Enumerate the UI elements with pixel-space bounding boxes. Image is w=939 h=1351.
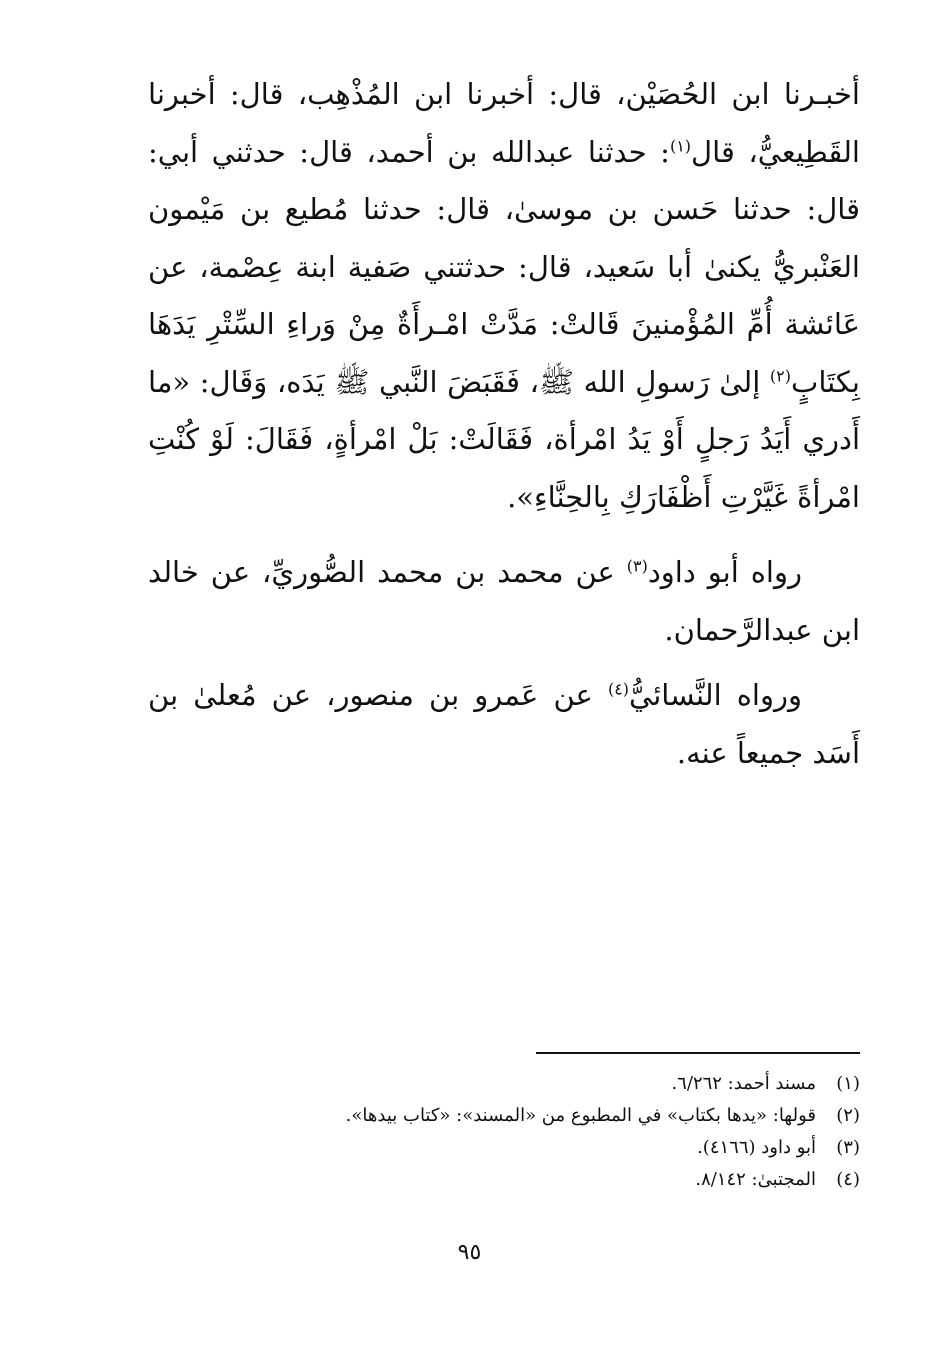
footnote-ref-2: (٢) [769, 365, 792, 385]
hadith-text-part-3: إلىٰ رَسولِ الله ﷺ، فَقَبَضَ النَّبي ﷺ يَدَه، وَقَال: «ما أَدري أَيَدُ رَجلٍ أَوْ يَدُ امْرأة، فَقَالَتْ: بَلْ امْرأةٍ، فَقَالَ: لَوْ كُنْتِ امْرأةً غَيَّرْتِ أَظْفَارَكِ بِالحِنَّاءِ». [148, 364, 860, 514]
nasai-text-part-1: ورواه النَّسائيُّ [629, 678, 802, 712]
footnote-text: مسند أحمد: ٦/٢٦٢. [671, 1073, 816, 1094]
footnote-text: قولها: «يدها بكتاب» في المطبوع من «المسند»: «كتاب بيدها». [345, 1105, 816, 1126]
footnote-3 [148, 1134, 860, 1162]
footnote-ref-1: (١) [669, 135, 692, 155]
footnote-number: (١) [836, 1073, 860, 1094]
footnote-1 [148, 1070, 860, 1098]
footnote-number: (٢) [836, 1105, 860, 1126]
footnote-number: (٤) [836, 1169, 860, 1190]
abu-dawud-text-part-2: عن محمد بن محمد الصُّوريِّ، عن خالد ابن عبدالرَّحمان. [148, 555, 860, 647]
hadith-text-part-2: : حدثنا عبدالله بن أحمد، قال: حدثني أبي: قال: حدثنا حَسن بن موسىٰ، قال: حدثنا مُطيع بن مَيْمون العَنْبريُّ يكنىٰ أبا سَعيد، قال: حدثتني صَفية ابنة عِصْمة، عن عَائشة أُمِّ المُؤْمنينَ قَالتْ: مَدَّتْ امْـرأَةٌ مِنْ وَراءِ السِّتْرِ يَدَهَا بِكتَابٍ [148, 134, 860, 399]
main-text [148, 66, 860, 782]
hadith-text-part-1: أخبـرنا ابن الحُصَيْن، قال: أخبرنا ابن المُذْهِب، قال: أخبرنا القَطِيعيُّ، قال [148, 77, 860, 169]
abu-dawud-text-part-1: رواه أبو داود [647, 555, 802, 589]
footnote-text: المجتبىٰ: ٨/١٤٢. [695, 1169, 816, 1190]
hadith-paragraph [148, 66, 860, 526]
footnote-2 [148, 1102, 860, 1130]
page-number: ٩٥ [457, 1240, 482, 1265]
abu-dawud-paragraph [148, 544, 860, 659]
nasai-paragraph [148, 667, 860, 782]
footnote-4 [148, 1166, 860, 1194]
footnotes [148, 1070, 860, 1198]
footnote-text: أبو داود (٤١٦٦). [697, 1137, 816, 1158]
footnote-ref-4: (٤) [607, 679, 630, 699]
footnote-ref-3: (٣) [626, 556, 648, 576]
footnote-number: (٣) [836, 1137, 860, 1158]
footnote-separator [536, 1052, 860, 1054]
nasai-text-part-2: عن عَمرو بن منصور، عن مُعلىٰ بن أَسَد جميعاً عنه. [148, 678, 860, 770]
